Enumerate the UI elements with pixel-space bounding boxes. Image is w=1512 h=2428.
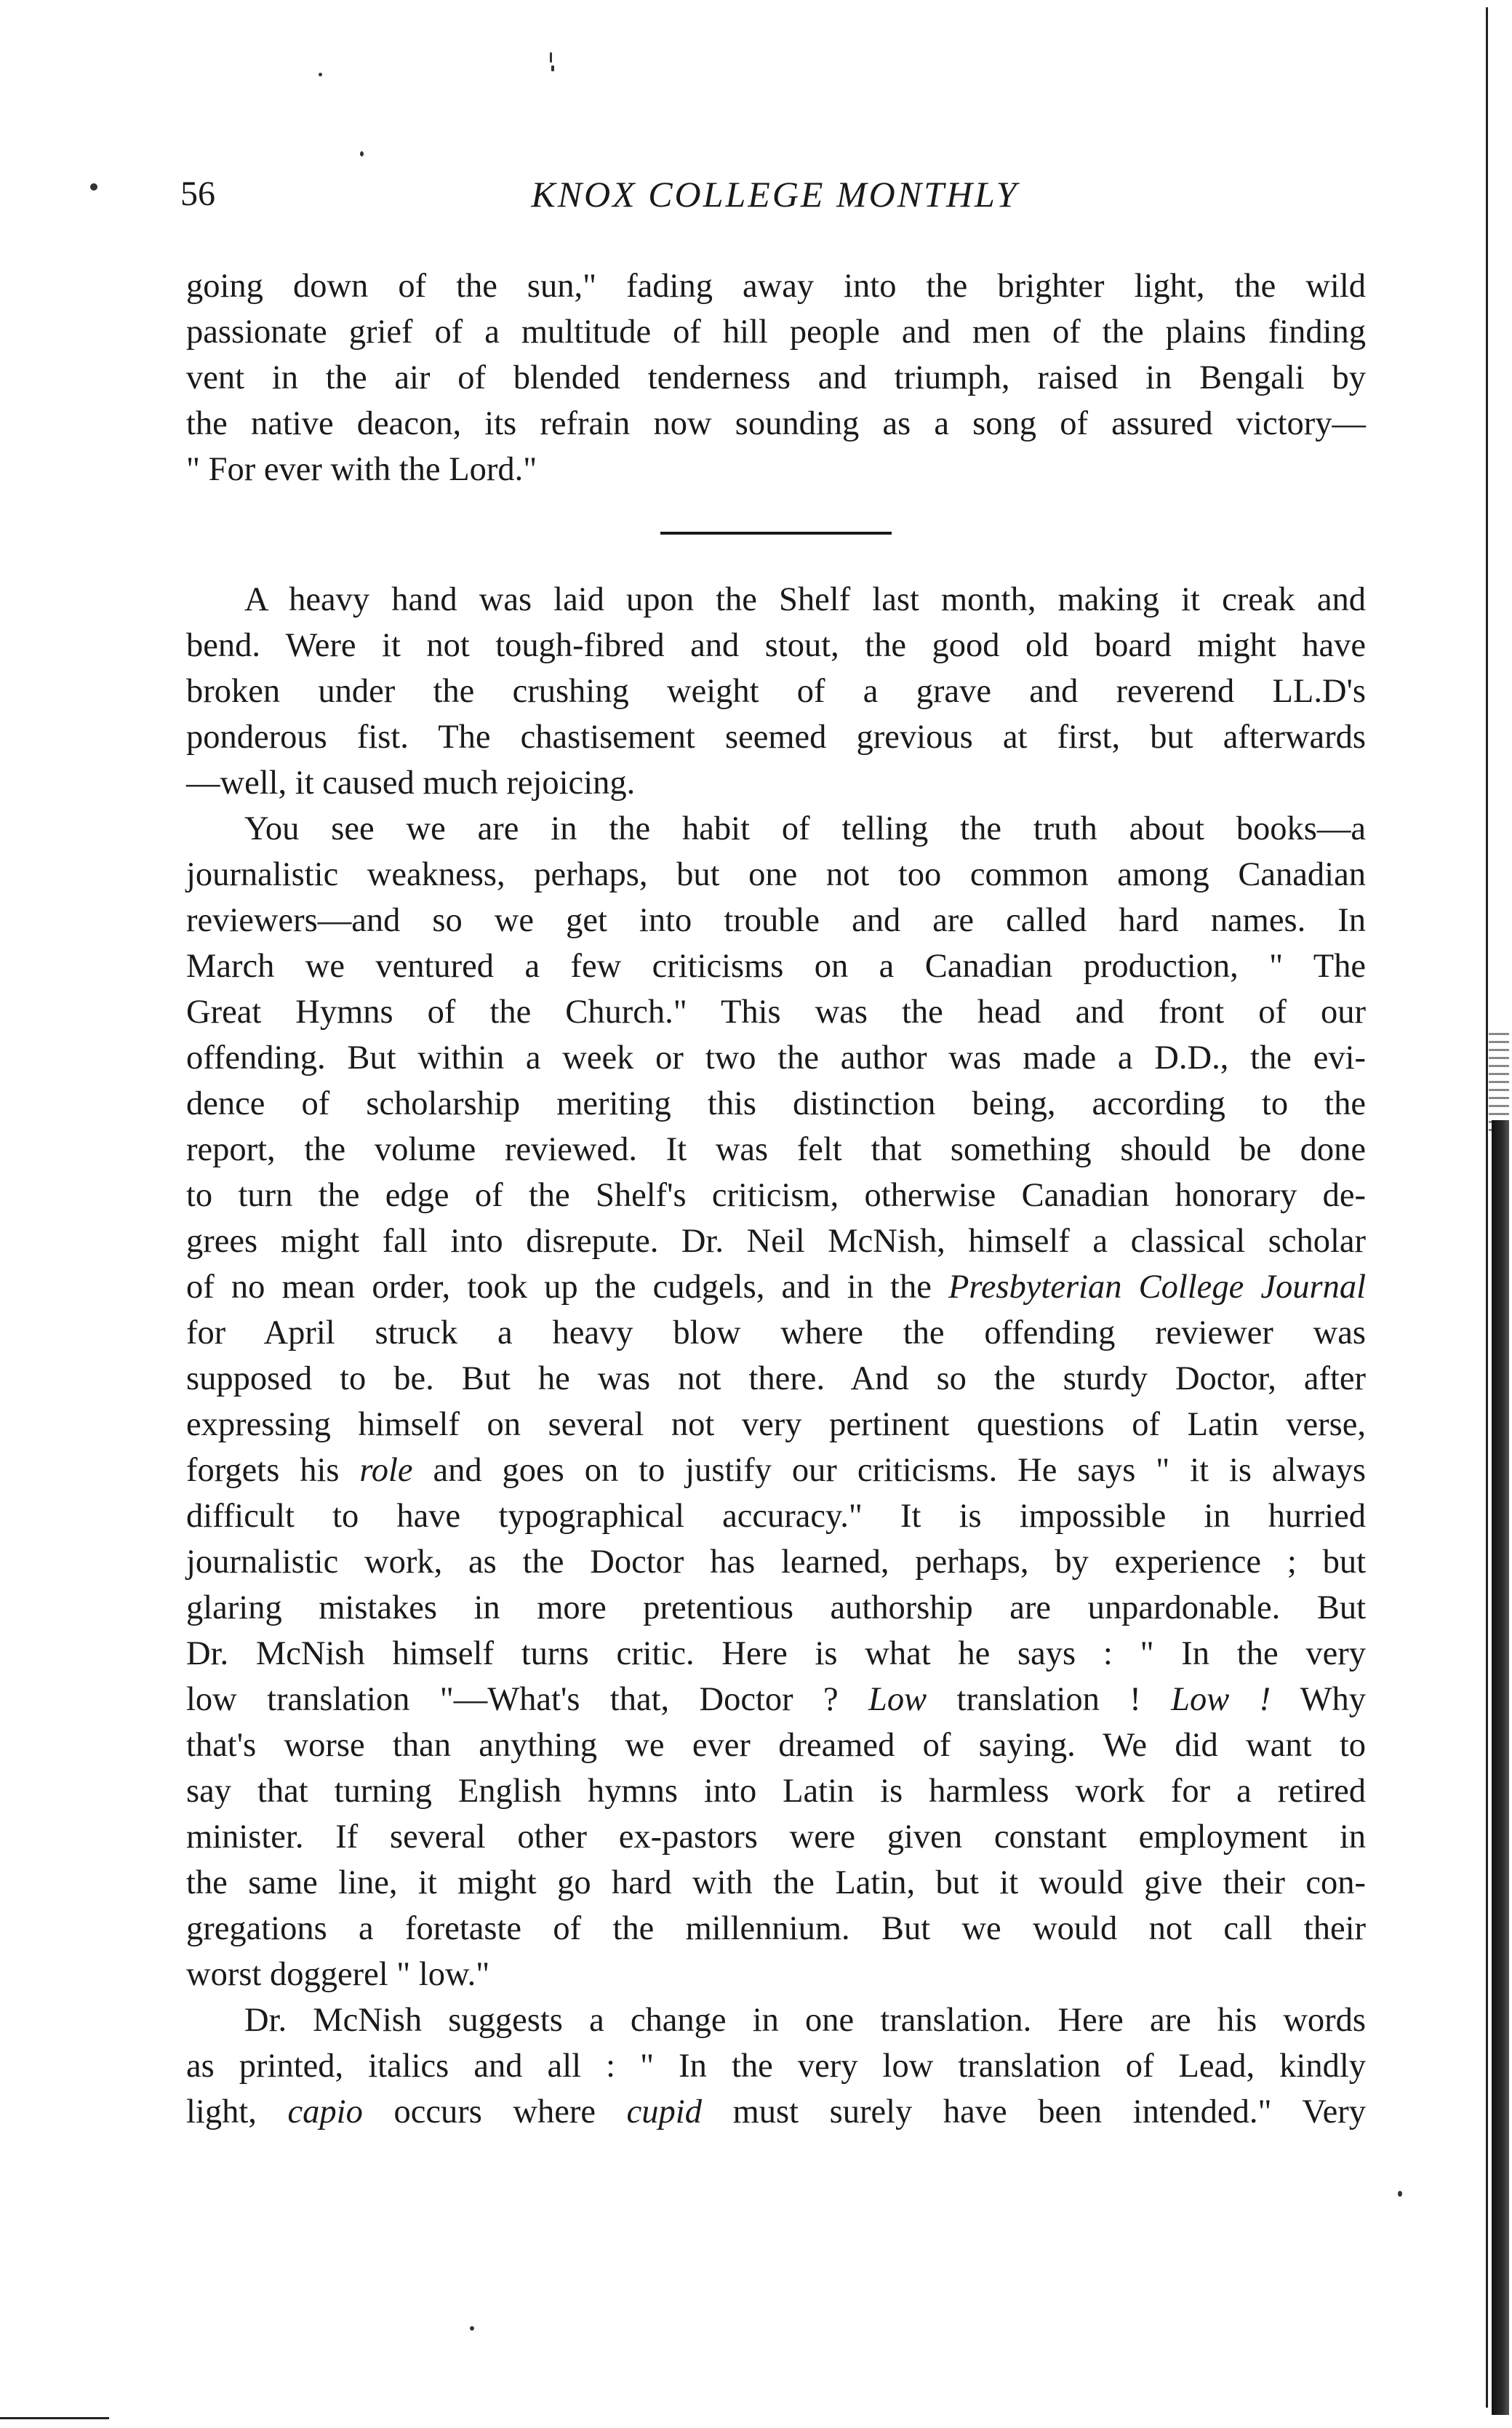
text-line: A heavy hand was laid upon the Shelf last month, making it creak and — [244, 581, 1366, 618]
text-line: passionate grief of a multitude of hill people and men of the plains finding — [186, 314, 1366, 351]
footer-rule — [0, 2417, 109, 2419]
text-line: the native deacon, its refrain now sounding as a song of assured victory— — [186, 405, 1366, 442]
edge-line — [1486, 7, 1488, 2408]
section-divider — [660, 532, 892, 535]
text-line: grees might fall into disrepute. Dr. Neil McNish, himself a classical scholar — [186, 1223, 1366, 1260]
text-line: worst doggerel " low." — [186, 1956, 490, 1993]
text-line: say that turning English hymns into Latin is harmless work for a retired — [186, 1773, 1366, 1810]
text-line: minister. If several other ex-pastors were given constant employment in — [186, 1818, 1366, 1856]
text-line: dence of scholarship meriting this distinction being, according to the — [186, 1085, 1366, 1122]
text-line: March we ventured a few criticisms on a Canadian production, " The — [186, 948, 1366, 985]
paragraph-1 — [186, 263, 1366, 492]
scan-speck — [1398, 2191, 1402, 2197]
running-title: KNOX COLLEGE MONTHLY — [531, 174, 1019, 215]
page-edge — [1481, 0, 1512, 2428]
text-line: You see we are in the habit of telling the truth about books—a — [244, 810, 1366, 847]
cupid-italic: cupid — [626, 2093, 702, 2131]
scan-speck — [551, 65, 554, 71]
text-line: as printed, italics and all : " In the very low translation of Lead, kindly — [186, 2048, 1366, 2085]
scan-speck — [319, 73, 322, 76]
text-line — [186, 1447, 1366, 1493]
text-line — [186, 2089, 1366, 2135]
text-line: for April struck a heavy blow where the offending reviewer was — [186, 1314, 1366, 1351]
text-line — [186, 1264, 1366, 1310]
paragraph-4 — [186, 1997, 1366, 2135]
page-number: 56 — [180, 175, 215, 213]
text-segment: of no mean order, took up the cudgels, and in the — [186, 1269, 932, 1306]
text-line: difficult to have typographical accuracy." It is impossible in hurried — [186, 1498, 1366, 1535]
page-header — [180, 169, 1369, 220]
text-line: bend. Were it not tough-fibred and stout, the good old board might have — [186, 627, 1366, 664]
low-exclaim-italic: Low ! — [1171, 1681, 1271, 1718]
capio-italic: capio — [287, 2093, 363, 2131]
text-line: going down of the sun," fading away into the brighter light, the wild — [186, 268, 1366, 305]
text-line: journalistic work, as the Doctor has learned, perhaps, by experience ; but — [186, 1544, 1366, 1581]
text-line: that's worse than anything we ever dreamed of saying. We did want to — [186, 1727, 1366, 1764]
text-line: vent in the air of blended tenderness and triumph, raised in Bengali by — [186, 359, 1366, 396]
text-line: Dr. McNish suggests a change in one translation. Here are his words — [244, 2002, 1366, 2039]
text-segment: Why — [1271, 1681, 1366, 1718]
text-segment: must surely have been intended." Very — [701, 2093, 1367, 2131]
edge-speckle — [1489, 1033, 1509, 1135]
scan-speck — [470, 2326, 474, 2331]
text-line: Great Hymns of the Church." This was the head and front of our — [186, 994, 1366, 1031]
text-segment: and goes on to justify our criticisms. He says " it is always — [412, 1452, 1366, 1489]
scan-speck — [550, 52, 552, 63]
text-line — [186, 1677, 1366, 1722]
text-line: supposed to be. But he was not there. And so the sturdy Doctor, after — [186, 1360, 1366, 1397]
text-line: glaring mistakes in more pretentious authorship are unpardonable. But — [186, 1589, 1366, 1626]
text-segment: forgets his — [186, 1452, 340, 1489]
low-italic: Low — [868, 1681, 927, 1718]
paragraph-2 — [186, 577, 1366, 806]
journal-title-italic: Presbyterian College Journal — [948, 1269, 1366, 1306]
text-line: expressing himself on several not very pertinent questions of Latin verse, — [186, 1406, 1366, 1443]
text-line: ponderous fist. The chastisement seemed grevious at first, but afterwards — [186, 719, 1366, 756]
text-line: " For ever with the Lord." — [186, 451, 537, 488]
text-line: —well, it caused much rejoicing. — [186, 764, 636, 802]
scan-speck — [90, 183, 97, 191]
text-line: report, the volume reviewed. It was felt that something should be done — [186, 1131, 1366, 1168]
body-text — [186, 263, 1366, 2135]
edge-shadow — [1492, 1120, 1509, 2415]
text-line: gregations a foretaste of the millennium. But we would not call their — [186, 1910, 1366, 1947]
text-line: Dr. McNish himself turns critic. Here is what he says : " In the very — [186, 1635, 1366, 1672]
text-line: journalistic weakness, perhaps, but one not too common among Canadian — [186, 856, 1366, 893]
text-line: reviewers—and so we get into trouble and are called hard names. In — [186, 902, 1366, 939]
text-line: the same line, it might go hard with the Latin, but it would give their con- — [186, 1864, 1366, 1901]
text-segment: light, — [186, 2093, 257, 2131]
scan-speck — [360, 151, 364, 156]
text-segment: occurs where — [362, 2093, 627, 2131]
text-line: broken under the crushing weight of a grave and reverend LL.D's — [186, 673, 1366, 710]
paragraph-3 — [186, 806, 1366, 1997]
text-line: to turn the edge of the Shelf's criticism, otherwise Canadian honorary de- — [186, 1177, 1366, 1214]
role-italic: role — [359, 1452, 413, 1489]
text-segment: translation ! — [927, 1681, 1172, 1718]
text-line: offending. But within a week or two the author was made a D.D., the evi- — [186, 1039, 1366, 1077]
text-segment: low translation "—What's that, Doctor ? — [186, 1681, 839, 1718]
